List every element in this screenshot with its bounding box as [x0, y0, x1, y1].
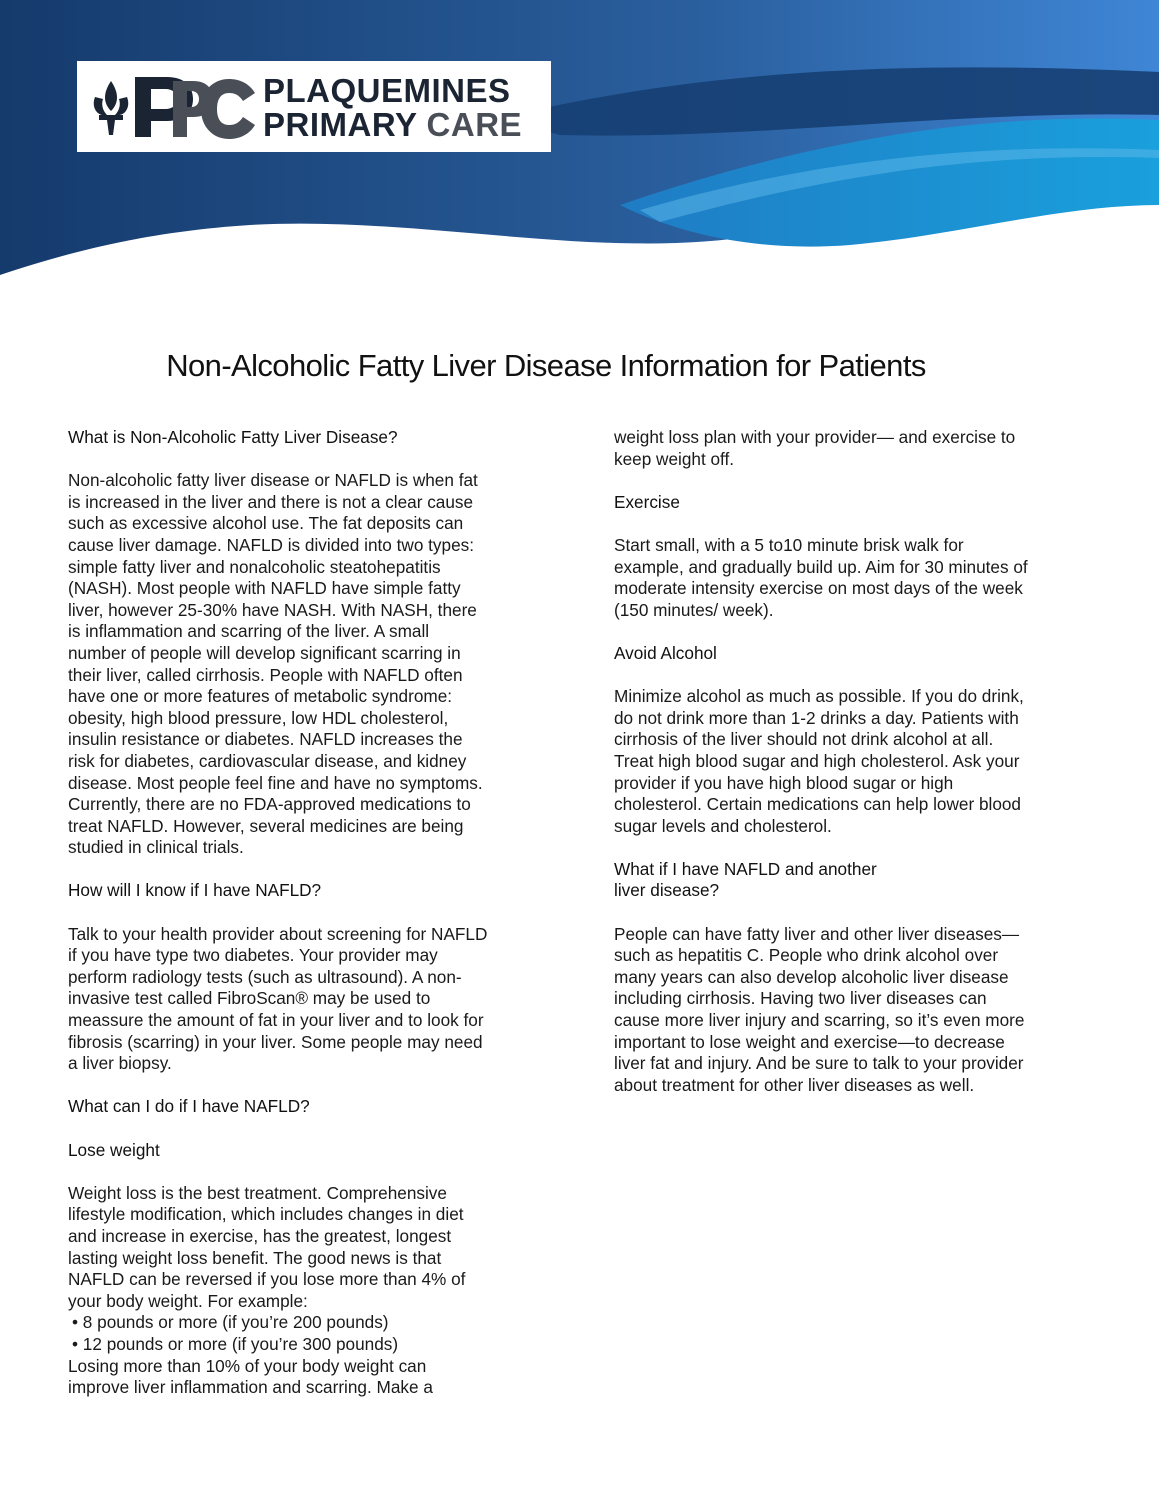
section-body-exercise: Start small, with a 5 to10 minute brisk walk for example, and gradually build up. Aim for 30 minutes of moderate intensity exercise on most days of the week (150 minutes/ week). — [614, 534, 1028, 620]
weight-examples-list — [68, 1312, 488, 1355]
section-heading-lose-weight: Lose weight — [68, 1139, 160, 1160]
brand-name-line1: PLAQUEMINES — [263, 72, 511, 109]
section-heading-avoid-alcohol: Avoid Alcohol — [614, 642, 717, 663]
brand-name-primary: PRIMARY — [263, 106, 417, 143]
brand-name-line2 — [263, 108, 522, 142]
lose-weight-after: Losing more than 10% of your body weight can improve liver inflammation and scarring. Make a — [68, 1355, 433, 1398]
section-body-what-is: Non-alcoholic fatty liver disease or NAFLD is when fat is increased in the liver and there is not a clear cause such as excessive alcohol use. The fat deposits can cause liver damage. NAFLD is divided into two types: simple fatty liver and nonalcoholic steatohepatitis (NASH). Most people with NAFLD have simple fatty liver, however 25-30% have NASH. With NASH, there is inflammation and scarring of the liver. A small number of people will develop significant scarring in their liver, called cirrhosis. People with NAFLD often have one or more features of metabolic syndrome: obesity, high blood pressure, low HDL cholesterol, insulin resistance or diabetes. NAFLD increases the risk for diabetes, cardiovascular disease, and kidney disease. Most people feel fine and have no symptoms. Currently, there are no FDA-approved medications to treat NAFLD. However, several medicines are being studied in clinical trials. — [68, 470, 483, 858]
another-disease-heading-line2: liver disease? — [614, 880, 720, 901]
list-item: • 12 pounds or more (if you’re 300 pounds) — [68, 1334, 488, 1356]
fleur-de-lis-monogram-icon — [89, 71, 259, 143]
section-body-how-know: Talk to your health provider about screening for NAFLD if you have type two diabetes. Your provider may perform radiology tests (such as ultrasound). A non-invasive test called FibroScan® may be used to meassure the amount of fat in your liver and to look for fibrosis (scarring) in your liver. Some people may need a liver biopsy. — [68, 923, 488, 1074]
section-body-another-disease: People can have fatty liver and other liver diseases— such as hepatitis C. People who drink alcohol over many years can also develop alcoholic liver disease including cirrhosis. Having two liver diseases can cause more liver injury and scarring, so it’s even more important to lose weight and exercise—to decrease liver fat and injury. And be sure to talk to your provider about treatment for other liver diseases as well. — [614, 923, 1025, 1095]
section-body-avoid-alcohol: Minimize alcohol as much as possible. If you do drink, do not drink more than 1-2 drinks a day. Patients with cirrhosis of the liver should not drink alcohol at all. Treat high blood sugar and high cholesterol. Ask your provider if you have high blood sugar or high cholesterol. Certain medications can help lower blood sugar levels and cholesterol. — [614, 686, 1024, 836]
lose-weight-intro: Weight loss is the best treatment. Comprehensive lifestyle modification, which includes changes in diet and increase in exercise, has the greatest, longest lasting weight loss benefit. The good news is that NAFLD can be reversed if you lose more than 4% of your body weight. For example: — [68, 1182, 466, 1311]
brand-logo — [77, 61, 551, 152]
header-banner — [0, 0, 1159, 290]
section-body-lose-weight — [68, 1183, 488, 1399]
lose-weight-continued: weight loss plan with your provider— and exercise to keep weight off. — [614, 427, 1016, 469]
section-heading-what-do: What can I do if I have NAFLD? — [68, 1096, 310, 1117]
left-column — [68, 427, 488, 1399]
section-heading-another-disease — [614, 859, 1034, 902]
list-item: • 8 pounds or more (if you’re 200 pounds) — [68, 1312, 488, 1334]
right-column — [614, 427, 1034, 1118]
section-heading-what-is: What is Non-Alcoholic Fatty Liver Disease? — [68, 427, 398, 447]
section-heading-how-know: How will I know if I have NAFLD? — [68, 880, 322, 901]
document-title: Non-Alcoholic Fatty Liver Disease Information for Patients — [166, 348, 926, 383]
brand-name-care: CARE — [426, 106, 523, 143]
section-heading-exercise: Exercise — [614, 491, 680, 512]
another-disease-heading-line1: What if I have NAFLD and another — [614, 858, 877, 879]
brand-wordmark — [263, 74, 522, 142]
